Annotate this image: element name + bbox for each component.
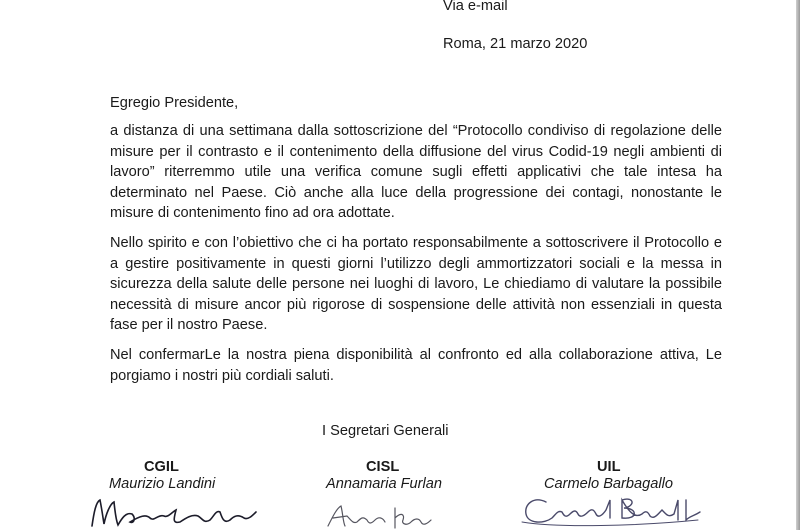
- signer-org-uil: UIL: [597, 459, 621, 475]
- signer-name-landini: Maurizio Landini: [109, 476, 216, 492]
- signer-org-cgil: CGIL: [144, 459, 179, 475]
- signature-landini: [88, 492, 258, 530]
- delivery-method: Via e-mail: [443, 0, 508, 14]
- signature-furlan: [325, 500, 435, 530]
- letter-paragraph-3: Nel confermarLe la nostra piena disponibilità al confronto ed alla collaborazione attiva, Le porgiamo i nostri più cordiali saluti.: [110, 347, 722, 384]
- signature-barbagallo: [518, 492, 703, 528]
- signer-name-barbagallo: Carmelo Barbagallo: [544, 476, 673, 492]
- letter-paragraph-1: a distanza di una settimana dalla sottoscrizione del “Protocollo condiviso di regolazione delle misure per il contrasto e il contenimento della diffusione del virus Codid-19 negli ambienti di lavoro” riterremmo utile una verifica comune sugli effetti applicativi che tale intesa ha determinato nel Paese. Ciò anche alla luce della progressione dei contagi, nonostante le misure di contenimento fino ad ora adottate.: [110, 123, 722, 222]
- signer-name-furlan: Annamaria Furlan: [326, 476, 442, 492]
- place-date: Roma, 21 marzo 2020: [443, 36, 588, 52]
- letter-paragraph-2: Nello spirito e con l’obiettivo che ci ha portato responsabilmente a sottoscrivere il Protocollo e a gestire positivamente in questi giorni l’utilizzo degli ammortizzatori sociali e la messa in sicurezza della salute delle persone nei luoghi di lavoro, Le chiediamo di valutare la possibile necessità di misure ancor più rigorose di sospensione delle attività non essenziali in questa fase per il nostro Paese.: [110, 235, 722, 334]
- page-edge-shadow: [796, 0, 800, 530]
- signer-org-cisl: CISL: [366, 459, 400, 475]
- salutation: Egregio Presidente,: [110, 95, 239, 111]
- signatories-heading: I Segretari Generali: [322, 423, 449, 439]
